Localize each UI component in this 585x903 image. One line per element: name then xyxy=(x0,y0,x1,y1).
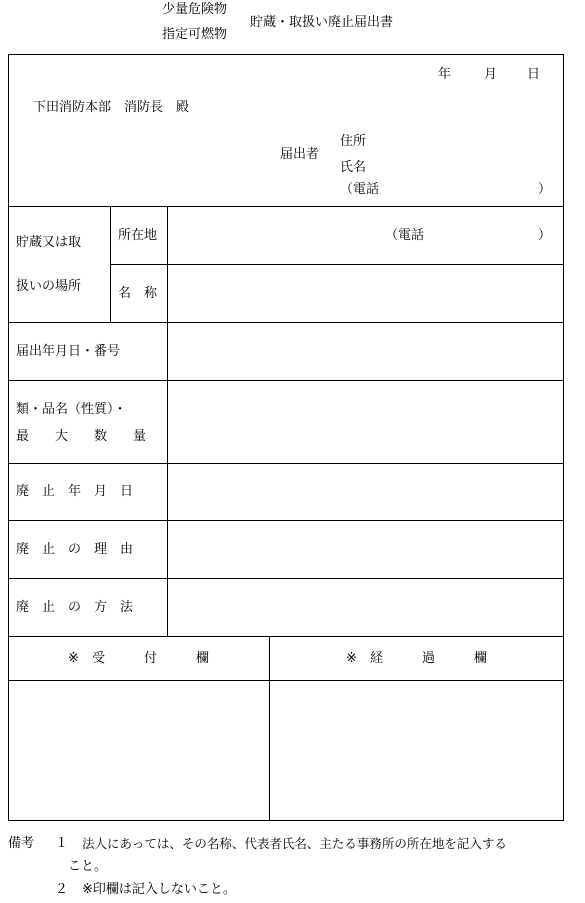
abolish-reason-label: 廃 止 の 理 由 xyxy=(16,542,134,557)
note2-number: ２ xyxy=(55,882,69,897)
applicant-phone-open: （電話 xyxy=(340,182,380,197)
reception-column-header: ※ 受 付 欄 xyxy=(68,651,209,666)
date-day-label: 日 xyxy=(527,67,541,82)
note2-text: ※印欄は記入しないこと。 xyxy=(82,882,236,897)
location-phone-close: ） xyxy=(538,228,552,243)
divider-top-section xyxy=(8,206,564,207)
location-phone-open: （電話 xyxy=(385,228,425,243)
addressee: 下田消防本部 消防長 殿 xyxy=(33,100,190,115)
divider-location-group xyxy=(110,206,111,322)
location-group-label-line2: 扱いの場所 xyxy=(16,279,82,294)
location-group-label-line1: 貯蔵又は取 xyxy=(16,235,82,250)
divider-label-column xyxy=(167,206,168,636)
location-name-label: 名 称 xyxy=(118,286,158,301)
notes-label: 備考 xyxy=(8,836,35,851)
abolish-date-label: 廃 止 年 月 日 xyxy=(16,484,134,499)
divider-report-date xyxy=(8,380,564,381)
applicant-label: 届出者 xyxy=(280,147,320,162)
date-year-label: 年 xyxy=(438,67,452,82)
divider-abolish-reason xyxy=(8,578,564,579)
divider-location xyxy=(8,322,564,323)
type-label-small-hazardous: 少量危険物 xyxy=(162,2,228,17)
applicant-phone-close: ） xyxy=(538,182,552,197)
note1-number: １ xyxy=(55,836,69,851)
form-title: 貯蔵・取扱い廃止届出書 xyxy=(250,15,394,30)
divider-abolish-method xyxy=(8,636,564,637)
applicant-address-label: 住所 xyxy=(340,134,367,149)
divider-bottom-headers xyxy=(8,680,564,681)
divider-location-inner xyxy=(110,264,564,265)
date-month-label: 月 xyxy=(484,67,498,82)
divider-abolish-date xyxy=(8,520,564,521)
note1-text-line2: こと。 xyxy=(68,859,108,874)
divider-category xyxy=(8,463,564,464)
type-label-designated-combustible: 指定可燃物 xyxy=(162,27,228,42)
location-address-label: 所在地 xyxy=(118,228,158,243)
progress-column-header: ※ 経 過 欄 xyxy=(346,651,487,666)
category-label-line2: 最 大 数 量 xyxy=(16,429,147,444)
abolish-method-label: 廃 止 の 方 法 xyxy=(16,600,134,615)
report-date-number-label: 届出年月日・番号 xyxy=(16,344,121,359)
applicant-name-label: 氏名 xyxy=(340,160,367,175)
note1-text-line1: 法人にあっては、その名称、代表者氏名、主たる事務所の所在地を記入する xyxy=(82,836,507,851)
category-label-line1: 類・品名（性質）・ xyxy=(16,402,127,417)
